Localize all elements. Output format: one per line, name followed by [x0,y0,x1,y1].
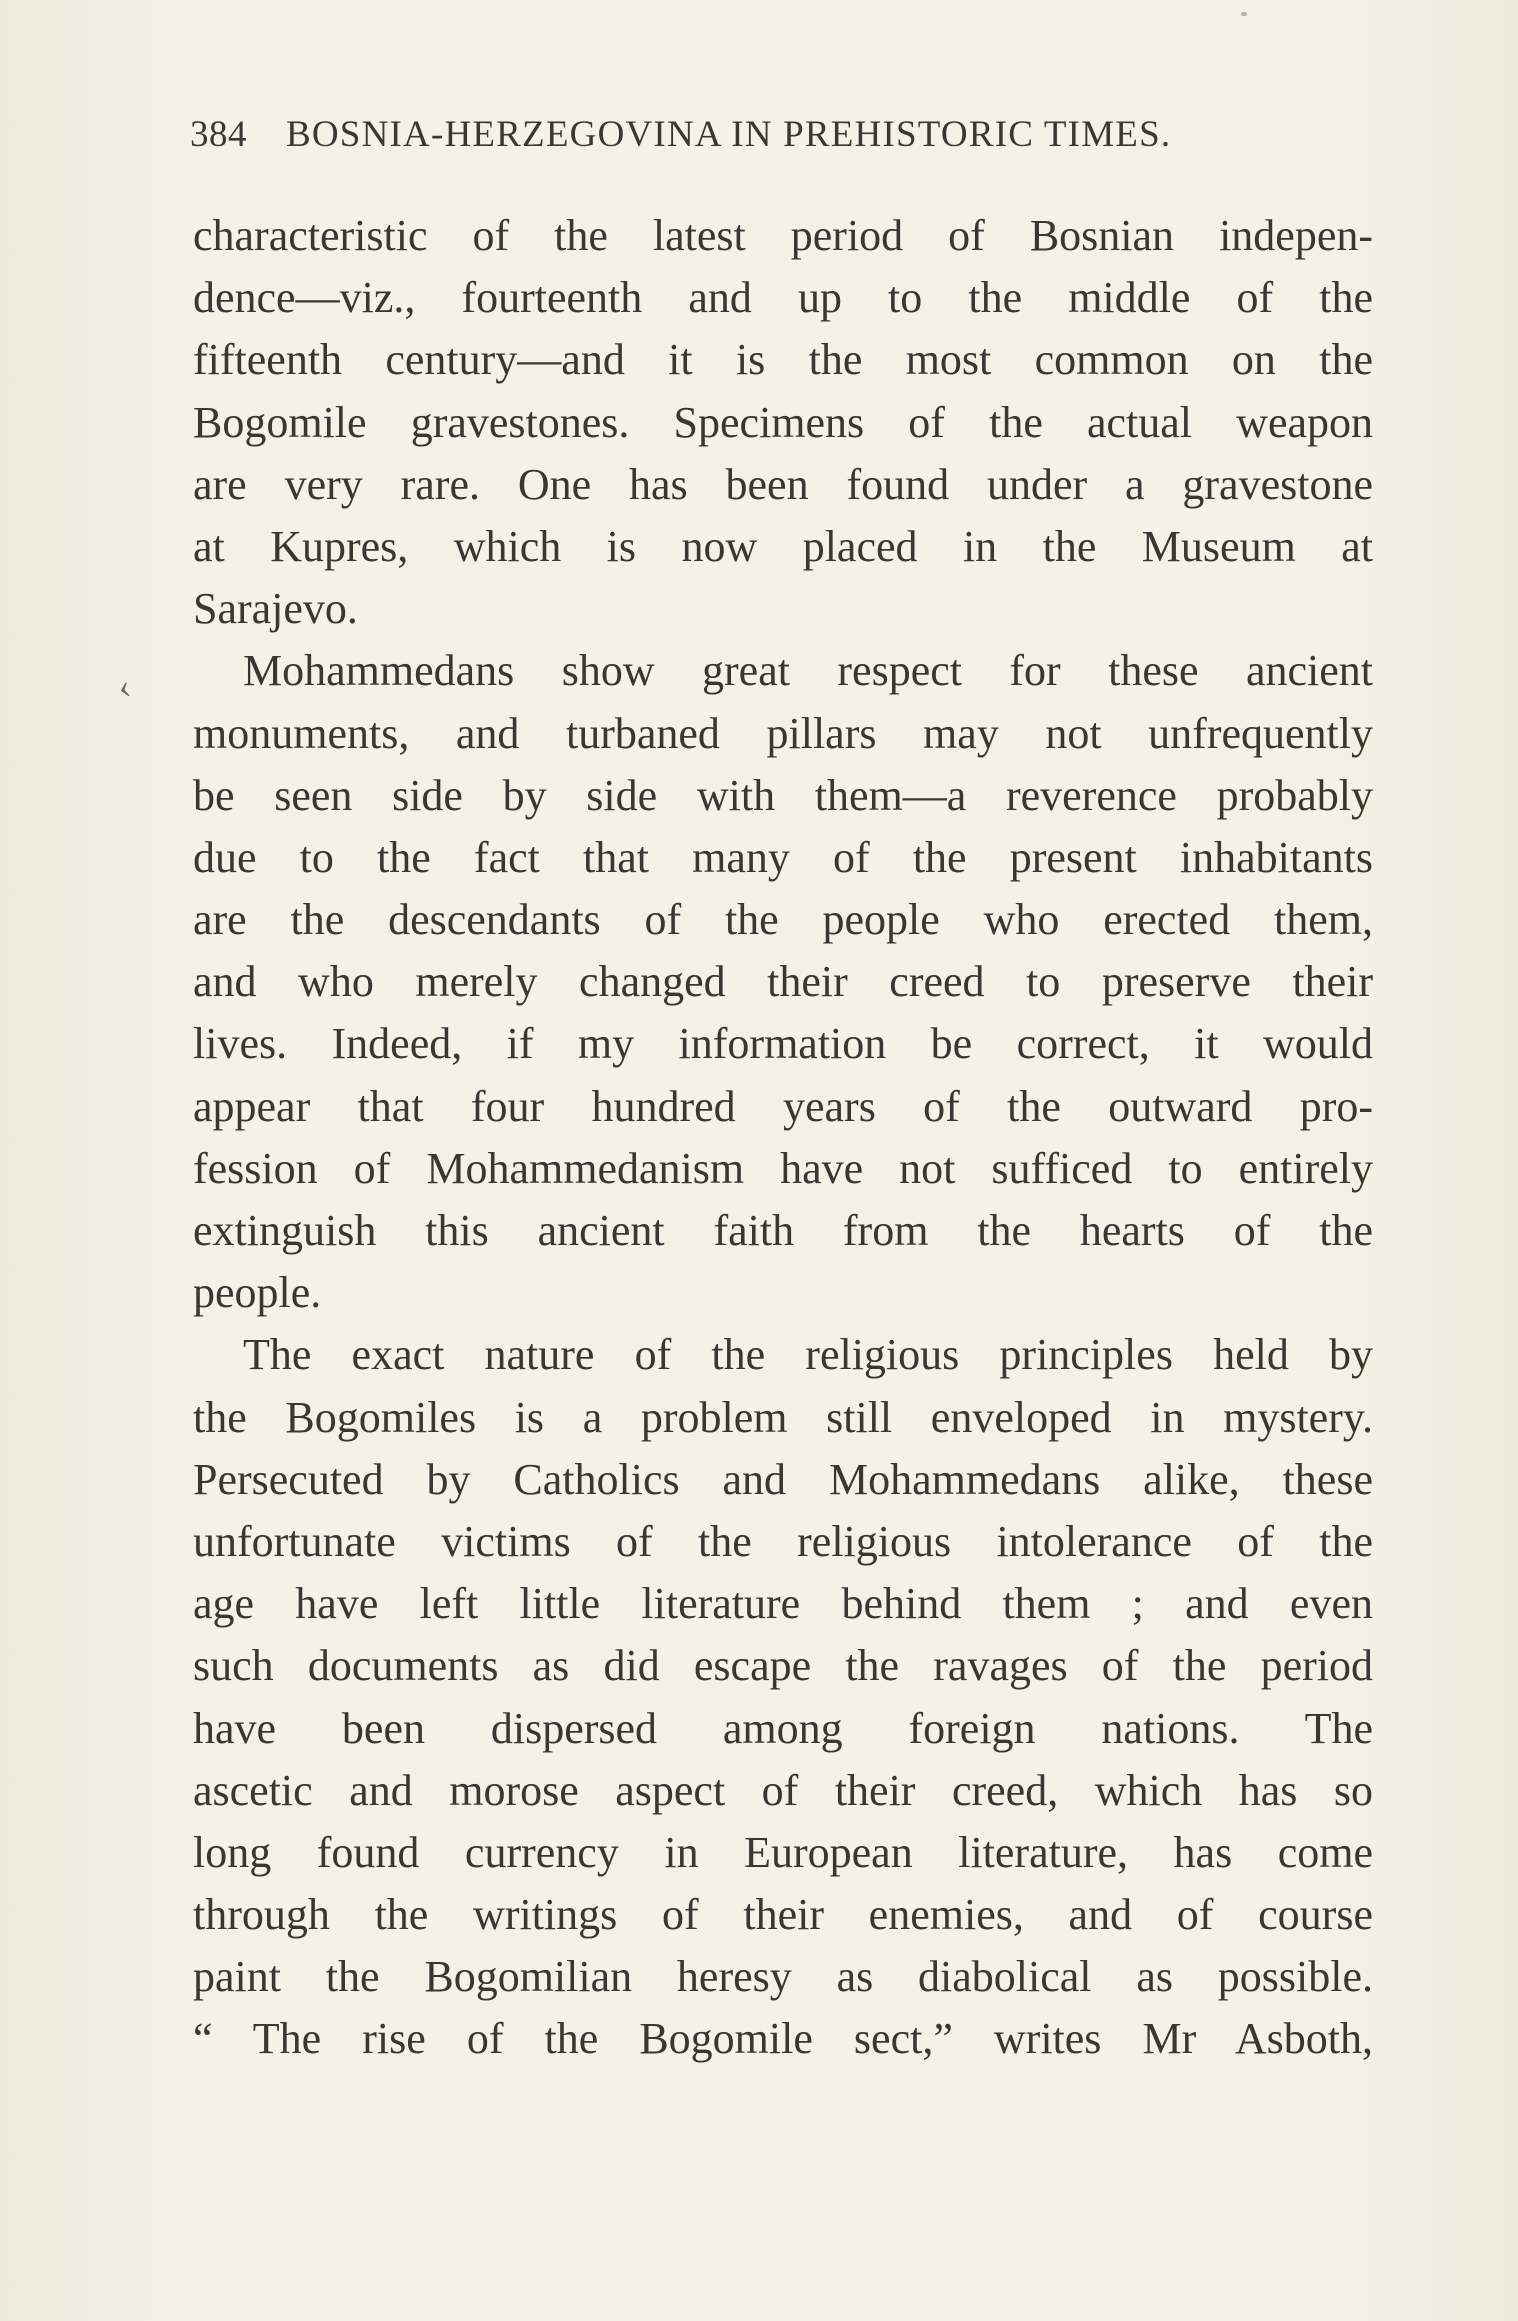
text-line: Bogomile gravestones. Specimens of the actual weapon [193,397,1373,447]
paragraph [193,1324,1373,2070]
text-line: age have left little literature behind them ; and even [193,1579,1373,1629]
paragraph [193,640,1373,1324]
text-line: through the writings of their enemies, and of course [193,1890,1373,1940]
text-line: paint the Bogomilian heresy as diabolical as possible. [193,1952,1373,2002]
text-line: Mohammedans show great respect for these ancient [243,646,1373,696]
text-line: people. [193,1268,322,1318]
paragraph [193,205,1373,640]
text-line: characteristic of the latest period of Bosnian indepen- [193,211,1373,260]
page-header [190,113,1370,163]
text-line: ascetic and morose aspect of their creed, which has so [193,1765,1373,1815]
text-line: unfortunate victims of the religious intolerance of the [193,1516,1373,1566]
text-line: “ The rise of the Bogomile sect,” writes Mr Asboth, [193,2014,1373,2064]
text-line: Sarajevo. [193,584,358,634]
margin-pencil-mark: ‹ [113,665,135,707]
ink-speck [1241,12,1247,16]
text-line: are the descendants of the people who erected them, [193,895,1373,945]
text-line: have been dispersed among foreign nations. The [193,1703,1373,1753]
text-line: be seen side by side with them—a reverence probably [193,770,1373,820]
text-line: long found currency in European literature, has come [193,1827,1373,1877]
text-line: due to the fact that many of the present inhabitants [193,832,1373,882]
text-line: at Kupres, which is now placed in the Museum at [193,521,1373,571]
text-line: extinguish this ancient faith from the hearts of the [193,1206,1373,1255]
text-line: are very rare. One has been found under a gravestone [193,459,1373,509]
text-line: dence—viz., fourteenth and up to the middle of the [193,273,1373,323]
text-line: The exact nature of the religious principles held by [243,1330,1373,1380]
text-line: appear that four hundred years of the outward pro- [193,1081,1373,1131]
text-line: such documents as did escape the ravages of the period [193,1641,1373,1691]
text-line: lives. Indeed, if my information be correct, it would [193,1019,1373,1069]
body-text [193,205,1373,2071]
running-head: BOSNIA-HERZEGOVINA IN PREHISTORIC TIMES. [286,114,1172,155]
text-line: monuments, and turbaned pillars may not unfrequently [193,708,1373,758]
text-line: fession of Mohammedanism have not sufficed to entirely [193,1143,1373,1193]
text-line: the Bogomiles is a problem still enveloped in mystery. [193,1392,1373,1442]
text-line: Persecuted by Catholics and Mohammedans alike, these [193,1454,1373,1504]
page-number: 384 [190,114,247,155]
text-line: and who merely changed their creed to preserve their [193,957,1373,1007]
text-line: fifteenth century—and it is the most common on the [193,335,1373,385]
